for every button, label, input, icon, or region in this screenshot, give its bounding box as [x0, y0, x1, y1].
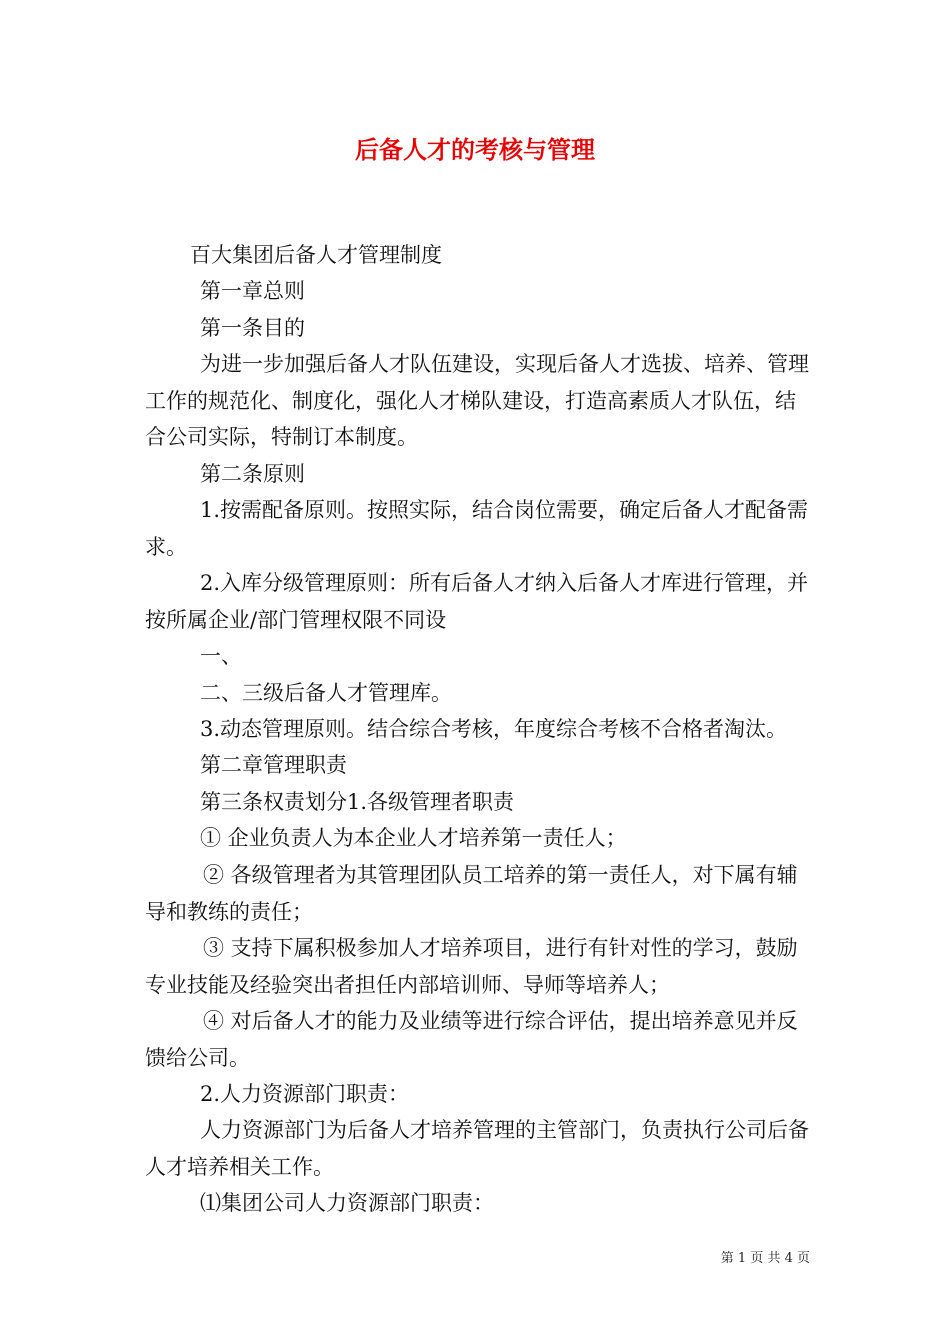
paragraph-hr-duty: 2.人力资源部门职责： [200, 1082, 410, 1106]
paragraph-chapter-2: 第二章管理职责 [200, 753, 347, 777]
paragraph-article-2: 第二条原则 [200, 462, 305, 486]
paragraph-level-two-three: 二、三级后备人才管理库。 [200, 681, 452, 705]
paragraph-system-name: 百大集团后备人才管理制度 [190, 243, 442, 267]
paragraph-duty-2: ② 各级管理者为其管理团队员工培养的第一责任人，对下属有辅导和教练的责任； [145, 863, 798, 924]
paragraph-chapter-1: 第一章总则 [200, 279, 305, 303]
paragraph-group-hr-duty: ⑴集团公司人力资源部门职责： [200, 1191, 494, 1215]
paragraph-article-1: 第一条目的 [200, 316, 305, 340]
page-number: 第 1 页 共 4 页 [720, 1251, 810, 1266]
paragraph-duty-1: ① 企业负责人为本企业人才培养第一责任人； [200, 826, 627, 850]
paragraph-level-one: 一、 [200, 644, 242, 668]
paragraph-duty-4: ④ 对后备人才的能力及业绩等进行综合评估，提出培养意见并反馈给公司。 [145, 1009, 798, 1070]
paragraph-article-3: 第三条权责划分1.各级管理者职责 [200, 790, 515, 814]
paragraph-principle-2: 2.入库分级管理原则：所有后备人才纳入后备人才库进行管理，并按所属企业/部门管理权限不同设 [145, 571, 809, 632]
paragraph-hr-description: 人力资源部门为后备人才培养管理的主管部门，负责执行公司后备人才培养相关工作。 [145, 1118, 809, 1179]
document-title: 后备人才的考核与管理 [355, 135, 595, 164]
paragraph-purpose: 为进一步加强后备人才队伍建设，实现后备人才选拔、培养、管理工作的规范化、制度化，强化人才梯队建设，打造高素质人才队伍，结合公司实际，特制订本制度。 [145, 352, 809, 449]
paragraph-duty-3: ③ 支持下属积极参加人才培养项目，进行有针对性的学习，鼓励专业技能及经验突出者担任内部培训师、导师等培养人； [145, 936, 798, 997]
paragraph-principle-1: 1.按需配备原则。按照实际，结合岗位需要，确定后备人才配备需求。 [145, 498, 809, 559]
paragraph-principle-3: 3.动态管理原则。结合综合考核，年度综合考核不合格者淘汰。 [200, 717, 788, 741]
